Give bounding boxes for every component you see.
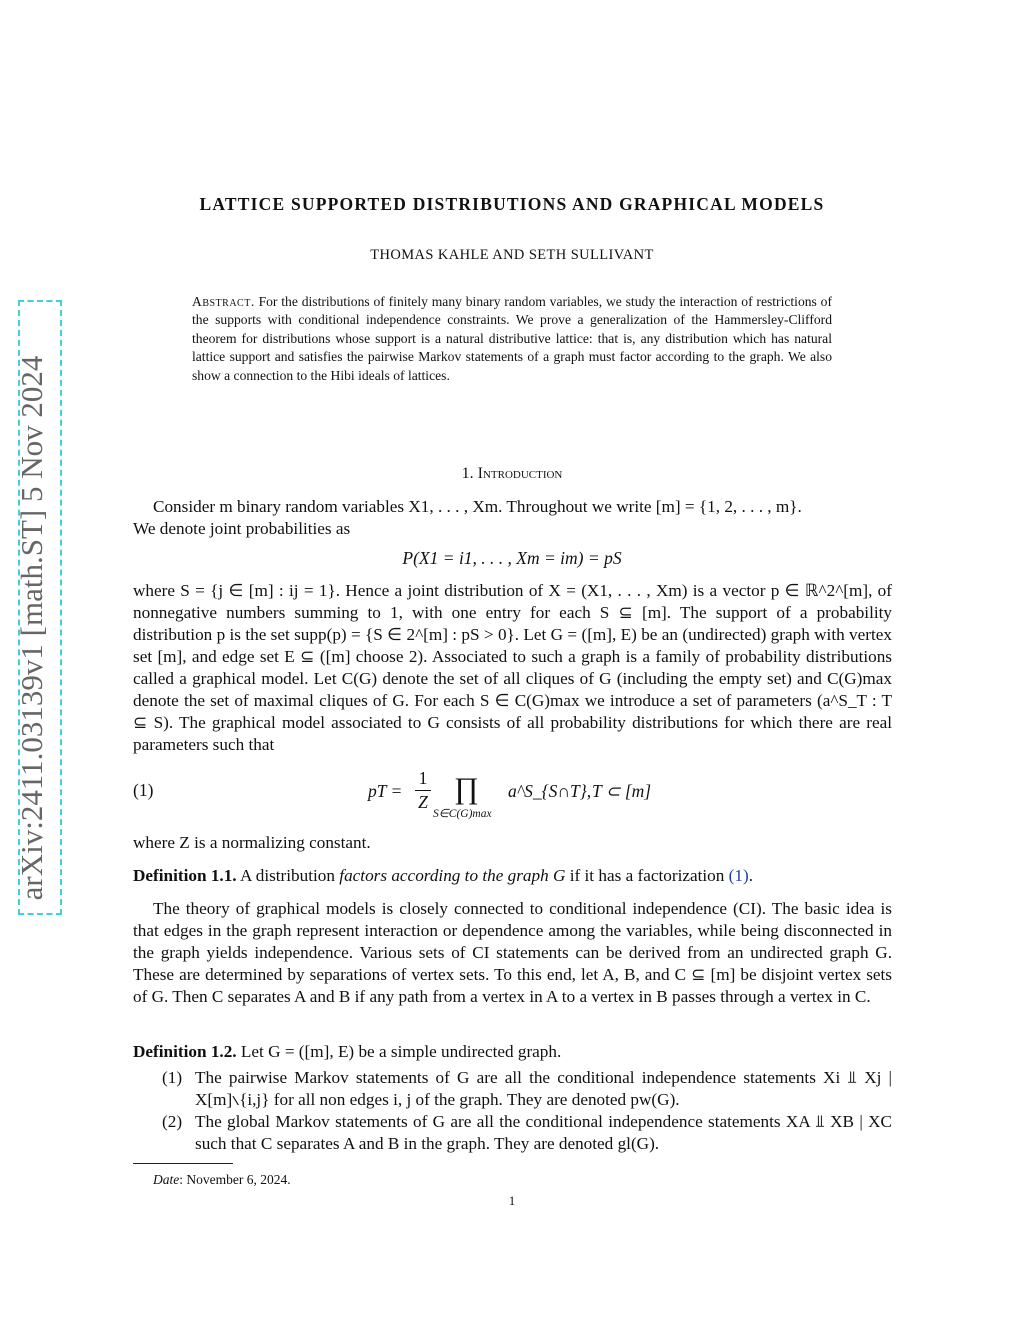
eq1-term: a^S_{S∩T}, [508, 781, 592, 801]
paper-title: LATTICE SUPPORTED DISTRIBUTIONS AND GRAPHICAL MODELS [199, 194, 825, 214]
equation-number-1: (1) [133, 780, 154, 800]
footnote-date [153, 1172, 291, 1188]
definition-1-2-text: Let G = ([m], E) be a simple undirected graph. [240, 1042, 562, 1061]
eq1-lhs: pT = [368, 781, 403, 801]
section-title: Introduction [477, 465, 563, 482]
definition-1-1-text-a: A distribution [239, 866, 335, 885]
paragraph-normalizing: where Z is a normalizing constant. [133, 833, 371, 852]
footnote-rule [133, 1163, 233, 1164]
paragraph-intro-1: Consider m binary random variables X1, . . . , Xm. Throughout we write [m] = {1, 2, . . . , m}. [153, 497, 802, 516]
eq1-fraction-numerator: 1 [418, 768, 428, 788]
list-item-number: (2) [162, 1112, 183, 1131]
abstract [192, 293, 832, 385]
arxiv-identifier[interactable]: arXiv:2411.03139v1 [math.ST] 5 Nov 2024 [14, 355, 49, 901]
definition-1-1-label: Definition 1.1. [133, 866, 237, 885]
equation-1-reference-link[interactable]: (1) [728, 866, 749, 885]
list-item-pairwise [162, 1067, 892, 1111]
definition-1-1-text-b: if it has a factorization [569, 866, 725, 885]
paragraph-ci: The theory of graphical models is closely connected to conditional independence (CI). The basic idea is that edges in the graph represent interaction or dependence among the variables, while being disconnected in the graph yields independence. Various sets of CI statements can be derived from an undirected graph G. These are determined by separations of vertex sets. To this end, let A, B, and C ⊆ [m] be disjoint vertex sets of G. Then C separates A and B if any path from a vertex in A to a vertex in B passes through a vertex in C. [133, 899, 892, 1006]
eq1-product-subscript: S∈C(G)max [433, 808, 492, 820]
definition-1-1 [133, 865, 892, 887]
section-heading [0, 465, 1024, 483]
definition-1-1-end: . [748, 866, 753, 885]
eq1-fraction-denominator: Z [418, 792, 428, 812]
equation-1 [368, 768, 668, 824]
page-number: 1 [508, 1193, 516, 1208]
list-item-text: The global Markov statements of G are all the conditional independence statements XA ⫫ XB | XC such that C separates A and B in the graph. They are denoted gl(G). [195, 1112, 892, 1153]
eq1-fraction-bar [415, 790, 431, 791]
paragraph-intro-1b: We denote joint probabilities as [133, 519, 351, 538]
eq1-condition: T ⊂ [m] [592, 781, 652, 801]
list-item-global [162, 1111, 892, 1155]
display-equation-joint: P(X1 = i1, . . . , Xm = im) = pS [402, 548, 622, 568]
paper-authors: THOMAS KAHLE AND SETH SULLIVANT [370, 247, 654, 263]
definition-1-2-label: Definition 1.2. [133, 1042, 237, 1061]
footnote-text: : November 6, 2024. [179, 1172, 291, 1187]
list-item-text: The pairwise Markov statements of G are all the conditional independence statements Xi ⫫ Xj | X[m]∖{i,j} for all non edges i, j of the graph. They are denoted pw(G). [195, 1068, 892, 1109]
abstract-label: Abstract. [192, 294, 255, 309]
list-item-number: (1) [162, 1068, 183, 1087]
eq1-product-symbol: ∏ [454, 772, 479, 805]
abstract-text: For the distributions of finitely many binary random variables, we study the interaction of restrictions of the supports with conditional independence constraints. We prove a generalization of the Hammersley-Clifford theorem for distributions whose support is a natural distributive lattice: that is, any distribution which has natural lattice support and satisfies the pairwise Markov statements of a graph must factor according to the graph. We also show a connection to the Hibi ideals of lattices. [192, 294, 832, 383]
definition-1-1-term: factors according to the graph G [339, 866, 566, 885]
paragraph-intro-2: where S = {j ∈ [m] : ij = 1}. Hence a joint distribution of X = (X1, . . . , Xm) is a vector p ∈ ℝ^2^[m], of nonnegative numbers summing to 1, with one entry for each S ⊆ [m]. The support of a probability distribution p is the set supp(p) = {S ∈ 2^[m] : pS > 0}. Let G = ([m], E) be an (undirected) graph with vertex set [m], and edge set E ⊆ ([m] choose 2). Associated to such a graph is a family of probability distributions called a graphical model. Let C(G) denote the set of all cliques of G (including the empty set) and C(G)max denote the set of maximal cliques of G. For each S ∈ C(G)max we introduce a set of parameters (a^S_T : T ⊆ S). The graphical model associated to G consists of all probability distributions for which there are real parameters such that [133, 581, 892, 754]
definition-1-2 [133, 1041, 892, 1063]
footnote-label: Date [153, 1172, 180, 1187]
section-number: 1. [461, 465, 474, 482]
